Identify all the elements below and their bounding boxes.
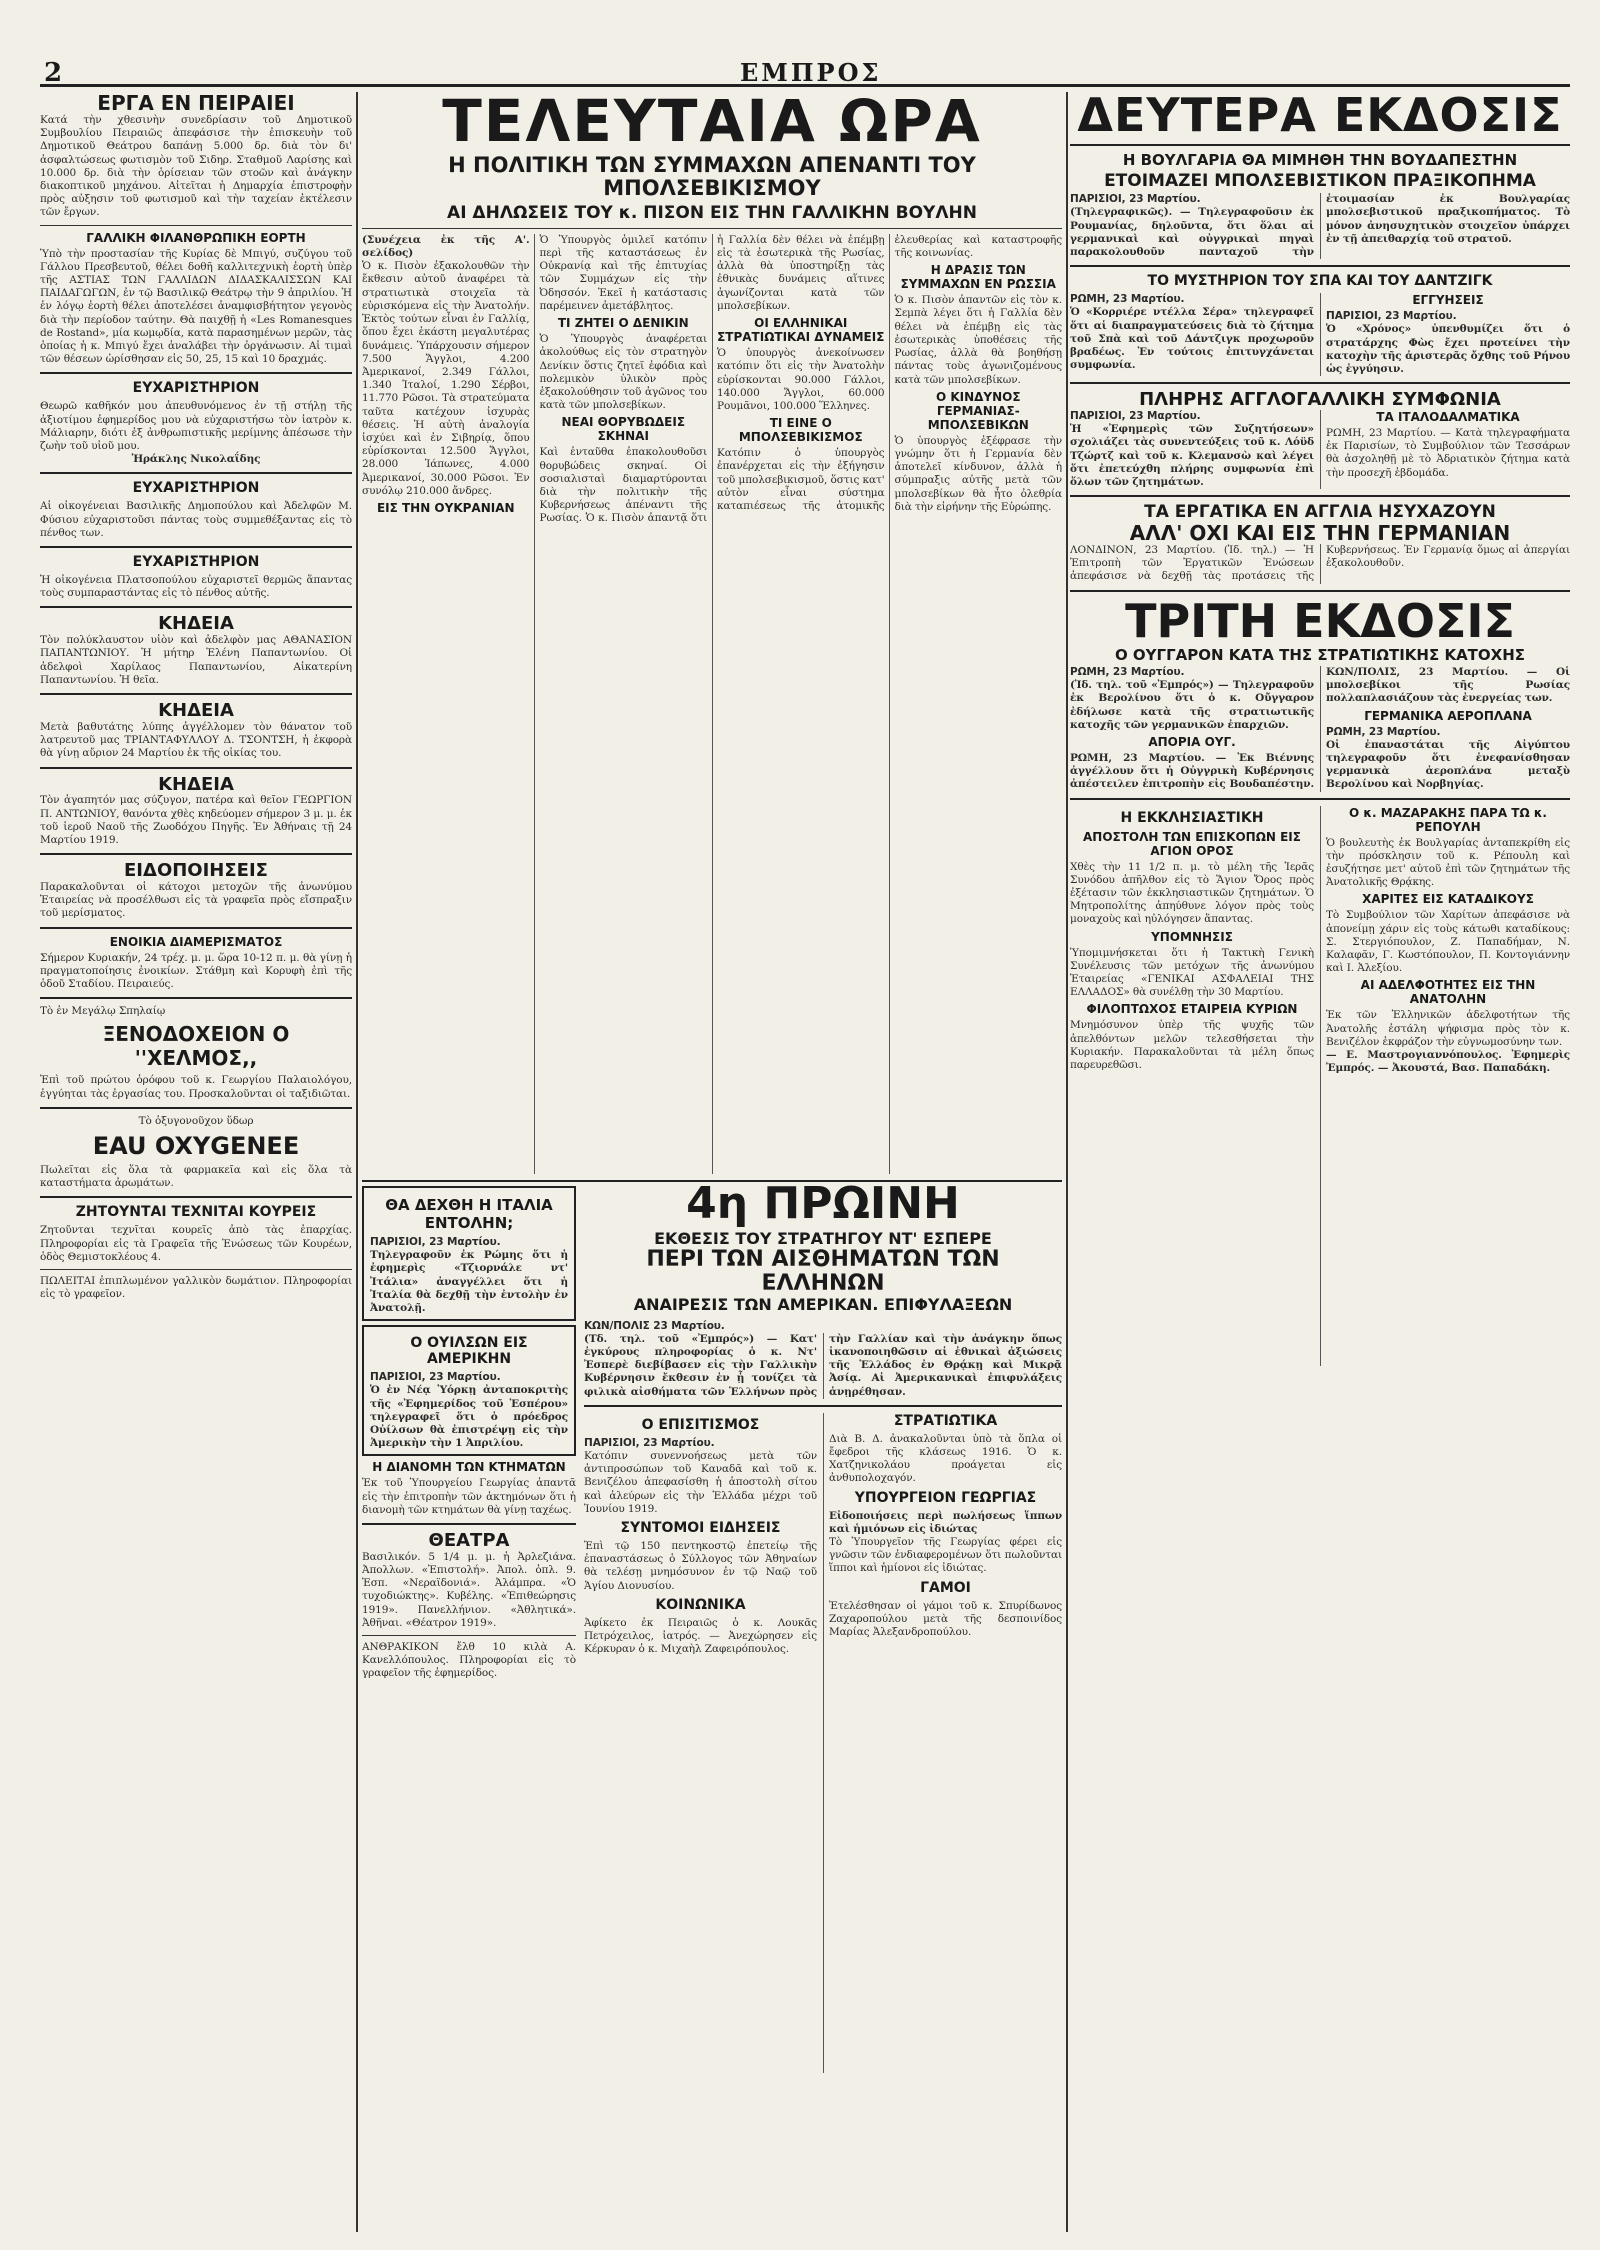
section-heading: Η ΔΙΑΝΟΜΗ ΤΩΝ ΚΤΗΜΑΤΩΝ <box>372 1460 566 1475</box>
section-heading: ΕΙΣ ΤΗΝ ΟΥΚΡΑΝΙΑΝ <box>376 500 515 515</box>
dateline: ΠΑΡΙΣΙΟΙ, 23 Μαρτίου. <box>1070 410 1201 423</box>
ad-heading: ΕΝΟΙΚΙΑ ΔΙΑΜΕΡΙΣΜΑΤΟΣ <box>109 934 283 949</box>
dateline: ΚΩΝ/ΠΟΛΙΣ 23 Μαρτίου. <box>584 1319 725 1332</box>
obituary-heading: ΚΗΔΕΙΑ <box>158 613 234 635</box>
article-text: Ἐκ τῶν Ἑλληνικῶν ἀδελφοτήτων τῆς Ἀνατολῆς ἐστάλη ψήφισμα πρὸς τὸν κ. Βενιζέλον ἐκφράζον τὴν εὐγνωμοσύνην των. <box>1326 1009 1570 1048</box>
left-column <box>40 92 352 2232</box>
article-text: Κατόπιν ὁ ὑπουργὸς ἐπανέρχεται εἰς τὴν ἐξήγησιν τοῦ μπολσεβικισμοῦ, ὅστις κατ' αὐτὸν εἶναι σύστημα καταπιέσεως τῆς ἀτομικῆς ἐλευθερίας καὶ καταστροφῆς τῆς κοινωνίας. <box>717 233 1062 512</box>
edition-title: ΔΕΥΤΕΡΑ ΕΚΔΟΣΙΣ <box>1077 92 1563 142</box>
obituary-text: Τὸν πολύκλαυστον υἱὸν καὶ ἀδελφὸν μας ΑΘΑΝΑΣΙΟΝ ΠΑΠΑΝΤΩΝΙΟΥ. Ἡ μήτηρ Ἑλένη Παπαντωνίου. Οἱ ἀδελφοὶ Χαρίλαος Παπαντωνίου, Αἰκατερίνη Παπαντωνίου. Ἡ θεῖα. <box>40 634 352 686</box>
notice-text: Θεωρῶ καθῆκόν μου ἀπευθυνόμενος ἐν τῇ στήλῃ τῆς ἀξιοτίμου ἐφημερίδος μου νὰ εὐχαριστήσω τὸν ἰατρὸν κ. Μάλιαρην, διότι ἐξ ἀνθρωπιστικῆς μερίμνης ἀπέσωσε τὴν ζωὴν τοῦ υἱοῦ μου. <box>40 400 352 453</box>
top-rule <box>40 84 1570 87</box>
article-text: Ἐτελέσθησαν οἱ γάμοι τοῦ κ. Σπυρίδωνος Ζαχαροπούλου μετὰ τῆς δεσποινίδος Μαρίας Ἀλεξανδροπούλου. <box>829 1599 1062 1639</box>
section-heading: ΝΕΑΙ ΘΟΡΥΒΩΔΕΙΣ ΣΚΗΝΑΙ <box>561 415 686 444</box>
article-text: Κατά τὴν χθεσινὴν συνεδρίασιν τοῦ Δημοτικοῦ Συμβουλίου Πειραιῶς ἀπεφάσισε τὴν ἐπισκευὴν τοῦ Δημοτικοῦ Θεάτρου δαπάνῃ 5.000 δρ. διὰ τὸν δι' ἀσφαλτώσεως φωτισμὸν τοῦ Σιδηρ. Σταθμοῦ Λαρίσης καὶ 10.000 δρ. διὰ τὴν ὁρίσειαν τῶν στοῶν καὶ ἀνάγκην διακοπτικοῦ μηχάνου. Αἰτεῖται ἡ Δημαρχία ἐπιστροφὴν πρὸς αὐξησιν τοῦ φωτισμοῦ καὶ τὴν ταχείαν ἐκτέλεσιν τῶν ἔργων. <box>40 114 352 219</box>
article-text: Διὰ Β. Δ. ἀνακαλοῦνται ὑπὸ τὰ ὅπλα οἱ ἔφεδροι τῆς κλάσεως 1916. Ὁ κ. Χατζηνικολάου προάγεται εἰς ἀνθυπολοχαγόν. <box>829 1432 1062 1485</box>
article-text: Ὁ ἐν Νέᾳ Ὑόρκῃ ἀνταποκριτὴς τῆς «Ἐφημερίδος τοῦ Ἑσπέρου» τηλεγραφεῖ ὅτι ὁ πρόεδρος Οὐίλσων θὰ ἐπιστρέψῃ εἰς τὴν Ἀμερικὴν τὴν 1 Ἀπριλίου. <box>370 1384 568 1450</box>
section-heading: ΕΓΓΥΗΣΕΙΣ <box>1412 293 1484 308</box>
article-text: Ὁ «Κορριέρε ντέλλα Σέρα» τηλεγραφεῖ ὅτι αἱ διαπραγματεύσεις διὰ τὸ ζήτημα τοῦ Σπὰ καὶ τοῦ Δάντζιγκ προχωροῦν βραδέως. Ἐν τούτοις ἐπιτυγχάνεται συμφωνία. <box>1070 306 1314 372</box>
section-heading: Ο κ. ΜΑΖΑΡΑΚΗΣ ΠΑΡΑ ΤΩ κ. ΡΕΠΟΥΛΗ <box>1349 805 1547 834</box>
section-heading: ΟΙ ΕΛΛΗΝΙΚΑΙ ΣΤΡΑΤΙΩΤΙΚΑΙ ΔΥΝΑΜΕΙΣ <box>717 316 885 345</box>
lead-subtitle: ΑΙ ΔΗΛΩΣΕΙΣ ΤΟΥ κ. ΠΙΣΟΝ ΕΙΣ ΤΗΝ ΓΑΛΛΙΚΗΝ ΒΟΥΛΗΝ <box>447 203 977 224</box>
paper-name: ΕΜΠΡΟΣ <box>740 58 882 87</box>
article-text: Ὁ ὑπουργὸς ἐξέφρασε τὴν γνώμην ὅτι ἡ Γερμανία δὲν ἀποτελεῖ κίνδυνον, ἀλλὰ ἡ σύμπραξις αὐτῆς μετὰ τῶν μπολσεβίκων θὰ ἦτο ὀλεθρία διὰ τὴν εἰρήνην τῆς Εὐρώπης. <box>894 434 1062 513</box>
center-column <box>362 92 1062 2232</box>
section-heading: ΤΑ ΕΡΓΑΤΙΚΑ ΕΝ ΑΓΓΛΙΑ ΗΣΥΧΑΖΟΥΝ <box>1144 502 1496 523</box>
dateline: ΡΩΜΗ, 23 Μαρτίου. <box>1070 666 1185 679</box>
article-text: Ἡ «Ἐφημερὶς τῶν Συζητήσεων» σχολιάζει τὰς συνεντεύξεις τοῦ κ. Λόϋδ Τζώρτζ καὶ τοῦ κ. Κλεμανσὼ καὶ λέγει ὅτι ἐπετεύχθη πλήρης συμφωνία ἐπὶ ὅλων τῶν ζητημάτων. <box>1070 423 1314 489</box>
article-subtitle: Εἰδοποιήσεις περὶ πωλήσεως ἵππων καὶ ἡμιόνων εἰς ἰδιώτας <box>829 1509 1062 1535</box>
lower-left-block <box>362 1182 576 2232</box>
section-heading: ΓΕΡΜΑΝΙΚΑ ΑΕΡΟΠΛΑΝΑ <box>1364 708 1532 723</box>
obituary-text: Τὸν ἀγαπητόν μας σύζυγον, πατέρα καὶ θεῖον ΓΕΩΡΓΙΟΝ Π. ΑΝΤΩΝΙΟΥ, θανόντα χθὲς κηδεύομεν σήμερον 3 μ. μ. ἐκ τοῦ ἱεροῦ Ναοῦ τῆς Ζωοδόχου Πηγῆς. Ἐν Ἀθήναις τῇ 24 Μαρτίου 1919. <box>40 794 352 846</box>
article-text: ΑΝΘΡΑΚΙΚΟΝ ἔλθ 10 κιλὰ Α. Κανελλόπουλος. Πληροφορίαι εἰς τὸ γραφεῖον τῆς ἐφημερίδος. <box>362 1641 576 1680</box>
lead-title: ΤΕΛΕΥΤΑΙΑ ΩΡΑ <box>442 92 982 155</box>
dateline: ΠΑΡΙΣΙΟΙ, 23 Μαρτίου. <box>1070 193 1201 206</box>
article-text: Τὸ Συμβούλιον τῶν Χαρίτων ἀπεφάσισε νὰ ἀπονείμῃ χάριν εἰς τοὺς κάτωθι καταδίκους: Σ. Στεργιόπουλον, Ζ. Παπαδήμαν, Ν. Καλαφᾶν, Γ. Κωστόπουλον, Π. Κοντογιάννην καὶ Ι. Ἀλεξίου. <box>1326 909 1570 975</box>
obituary-text: Μετὰ βαθυτάτης λύπης ἀγγέλλομεν τὸν θάνατον τοῦ λατρευτοῦ μας ΤΡΙΑΝΤΑΦΥΛΛΟΥ Δ. ΤΣΟΝΤΣΗ, ἡ ἐκφορὰ θὰ γίνῃ αὔριον 24 Μαρτίου ἐκ τῆς οἰκίας του. <box>40 720 352 760</box>
section-heading: Η ΒΟΥΛΓΑΡΙΑ ΘΑ ΜΙΜΗΘΗ ΤΗΝ ΒΟΥΔΑΠΕΣΤΗΝ <box>1122 151 1518 169</box>
section-title: 4η ΠΡΩΙΝΗ <box>686 1182 960 1229</box>
section-subtitle: ΑΝΑΙΡΕΣΙΣ ΤΩΝ ΑΜΕΡΙΚΑΝ. ΕΠΙΦΥΛΑΞΕΩΝ <box>633 1294 1013 1314</box>
ad-text: Ζητοῦνται τεχνῖται κουρεῖς ἀπὸ τὰς ἐπαρχίας. Πληροφορίαι εἰς τὰ Γραφεῖα τῆς Ἑνώσεως τῶν Κουρέων, ὁδὸς Θεμιστοκλέους 4. <box>40 1224 352 1263</box>
article-text: Ὁ βουλευτὴς ἐκ Βουλγαρίας ἀνταπεκρίθη εἰς τὴν πρόσκλησιν τοῦ κ. Ρέπουλη καὶ ἐσυζήτησε μετ' αὐτοῦ ἐπὶ τῶν ζητημάτων τῆς Ἀνατολικῆς Θρᾴκης. <box>1326 836 1570 889</box>
notice-heading: ΕΥΧΑΡΙΣΤΗΡΙΟΝ <box>132 480 260 497</box>
article-text: Ὁ κ. Πισὸν ἐξακολουθῶν τὴν ἔκθεσιν αὐτοῦ ἀναφέρει τὰ στρατιωτικὰ στοιχεῖα τὰ εὑρισκόμενα εἰς τὴν Ἀνατολήν. Ἐκτὸς τούτων εἶναι ἐν Γαλλίᾳ, ὅπου ἔχει ἑκάστη μεγαλυτέρας δυνάμεις. Ὑπάρχουσιν σήμερον 7.500 Ἄγγλοι, 4.200 Ἀμερικανοί, 2.349 Γάλλοι, 1.340 Ἰταλοί, 1.290 Σέρβοι, 11.770 Ρῶσοι. Τὰ στρατεύματα ταῦτα κατέχουν ἰσχυρὰς θέσεις. Ἡ αὐτὴ ἀναλογία ἰσχύει καὶ ἐν Σιβηρίᾳ, ὅπου εὑρίσκονται 12.500 Ἄγγλοι, 28.000 Ἰάπωνες, 4.000 Ἀμερικανοί, 30.000 Ρῶσοι. Ἐν συνόλῳ 210.000 ἄνδρες. <box>362 260 530 497</box>
lead-subtitle: Η ΠΟΛΙΤΙΚΗ ΤΩΝ ΣΥΜΜΑΧΩΝ ΑΠΕΝΑΝΤΙ ΤΟΥ ΜΠΟΛΣΕΒΙΚΙΣΜΟΥ <box>448 153 976 201</box>
section-heading: ΥΠΟΥΡΓΕΙΟΝ ΓΕΩΡΓΙΑΣ <box>854 1489 1037 1506</box>
ad-text: Σήμερον Κυριακήν, 24 τρέχ. μ. μ. ὥρα 10-12 π. μ. θὰ γίνῃ ἡ πραγματοποίησις ἐνοικίων. Στάθμη καὶ Κορυφὴ ἐπὶ τῆς ὁδοῦ Σταδίου. Πειραιεύς. <box>40 951 352 990</box>
section-heading: ΘΑ ΔΕΧΘΗ Η ΙΤΑΛΙΑ ΕΝΤΟΛΗΝ; <box>385 1196 553 1232</box>
article-text: Οἱ ἐπαναστάται τῆς Αἰγύπτου τηλεγραφοῦν ὅτι ἐνεφανίσθησαν γερμανικὰ ἀεροπλάνα μεταξὺ Βερολίνου καὶ Νορβηγίας. <box>1326 738 1570 791</box>
section-heading: Ο ΕΠΙΣΙΤΙΣΜΟΣ <box>641 1416 760 1433</box>
article-text: Ἐπὶ τῷ 150 πεντηκοστῷ ἐπετείῳ τῆς ἐπαναστάσεως ὁ Σύλλογος τῶν Ἀθηναίων θὰ τελέσῃ μνημόσυνον ἐν τῷ Ναῷ τοῦ Ἁγίου Διονυσίου. <box>584 1540 817 1592</box>
article-text: (Τηλεγραφικῶς). — Τηλεγραφοῦσιν ἐκ Ρουμανίας, δηλοῦντα, ὅτι ὅλαι αἱ γερμανικαὶ καὶ οὐγγρικαὶ πηγαὶ παρακολουθοῦν πανταχοῦ τὴν ἑτοιμασίαν ἐκ Βουλγαρίας μπολσεβιστικοῦ πραξικοπήματος. Τὸ μόνον ἀνησυχητικὸν στοιχεῖον ὑπάρχει ἐν τῇ ἀπειθαρχίᾳ τοῦ στρατοῦ. <box>1070 193 1570 258</box>
ad-text: Πωλεῖται εἰς ὅλα τὰ φαρμακεῖα καὶ εἰς ὅλα τὰ καταστήματα ἀρωμάτων. <box>40 1163 352 1190</box>
article-text: Ὁ Ὑπουργὸς ἀναφέρεται ἀκολούθως εἰς τὸν στρατηγὸν Δενίκιν ὅστις ζητεῖ ἐφόδια καὶ πολεμικὸν ὑλικὸν πρὸς ἐξακολούθησιν τοῦ ἀγῶνος του κατὰ τῶν μπολσεβίκων. <box>539 333 707 412</box>
article-text: Ὁ κ. Πισὸν ἀπαντῶν εἰς τὸν κ. Σεμπὰ λέγει ὅτι ἡ Γαλλία δὲν θέλει νὰ ἐπέμβῃ εἰς τὰς ἐσωτερικὰς ὑποθέσεις τῆς Ρωσίας, ἀλλὰ θὰ βοηθήσῃ πάντας τοὺς ἀγωνιζομένους κατὰ τῶν μπολσεβίκων. <box>894 294 1062 386</box>
article-text: Ὁ «Χρόνος» ὑπενθυμίζει ὅτι ὁ στρατάρχης Φὼς ἔχει προτείνει τὴν κατοχὴν τῆς ἀριστερᾶς ὄχθης τοῦ Ρήνου ὡς ἐγγύησιν. <box>1326 323 1570 376</box>
section-subtitle: ΑΛΛ' ΟΧΙ ΚΑΙ ΕΙΣ ΤΗΝ ΓΕΡΜΑΝΙΑΝ <box>1129 520 1511 545</box>
article-text: Τηλεγραφοῦν ἐκ Ρώμης ὅτι ἡ ἐφημερὶς «Τζιορνάλε ντ' Ἰτάλια» ἀναγγέλλει ὅτι ἡ Ἰταλία θὰ δεχθῇ τὴν ἐντολὴν ἐν Ἀνατολῇ. <box>370 1249 568 1315</box>
article-text: ΡΩΜΗ, 23 Μαρτίου. — Κατὰ τηλεγραφήματα ἐκ Παρισίων, τὸ Συμβούλιον τῶν Τεσσάρων θὰ ἀσχοληθῇ μὲ τὸ Ἀδριατικὸν ζήτημα κατὰ τὴν προσεχῆ ἑβδομάδα. <box>1326 427 1570 479</box>
notice-heading: ΕΙΔΟΠΟΙΗΣΕΙΣ <box>124 860 268 882</box>
article-text: ΡΩΜΗ, 23 Μαρτίου. — Ἐκ Βιέννης ἀγγέλλουν ὅτι ἡ Οὐγγρικὴ Κυβέρνησις ἀπέστειλεν ἐπιτροπὴν εἰς Βουδαπέστην. ΚΩΝ/ΠΟΛΙΣ, 23 Μαρτίου. — Οἱ μπολσεβίκοι τῆς Ρωσίας πολλαπλασιάζουν τὰς ἐνεργείας των. <box>1070 666 1570 791</box>
dateline: ΠΑΡΙΣΙΟΙ, 23 Μαρτίου. <box>370 1236 501 1248</box>
article-text: Τὸ Ὑπουργεῖον τῆς Γεωργίας φέρει εἰς γνῶσιν τῶν ἐνδιαφερομένων ὅτι πωλοῦνται ἵπποι καὶ ἡμίονοι εἰς ἰδιώτας. <box>829 1536 1062 1575</box>
article-text: Χθὲς τὴν 11 1/2 π. μ. τὸ μέλη τῆς Ἱερᾶς Συνόδου ἀπῆλθον εἰς τὸ Ἅγιον Ὄρος πρὸς ἐξέτασιν τῶν ἐκκλησιαστικῶν ζητημάτων. Ὁ Μητροπολίτης ἀπηύθυνε λόγον πρὸς τοὺς μοναχοὺς καὶ ηὐλόγησεν ἅπαντας. <box>1070 860 1314 926</box>
page-number: 2 <box>44 58 63 88</box>
section-heading: ΤΑ ΙΤΑΛΟΔΑΛΜΑΤΙΚΑ <box>1376 410 1520 425</box>
section-heading: Ο ΚΙΝΔΥΝΟΣ ΓΕΡΜΑΝΙΑΣ-ΜΠΟΛΣΕΒΙΚΩΝ <box>927 389 1029 432</box>
obituary-heading: ΚΗΔΕΙΑ <box>158 773 234 795</box>
section-heading: ΤΟ ΜΥΣΤΗΡΙΟΝ ΤΟΥ ΣΠΑ ΚΑΙ ΤΟΥ ΔΑΝΤΖΙΓΚ <box>1147 273 1493 290</box>
edition-title: ΤΡΙΤΗ ΕΚΔΟΣΙΣ <box>1125 593 1515 648</box>
article-text: Βασιλικόν. 5 1/4 μ. μ. ἡ Ἀρλεζιάνα. Ἀπολλων. «Ἐπιστολή». Ἀπολ. ὁπλ. 9. Ἑσπ. «Νεραϊδονιά». Ἀλάμπρα. «Ὁ τυχοδιώκτης». Κυβέλης. «Ἐπιθεώρησις 1919». Πανελλήνιον. «Ἀθλητικά». Ἀθῆναι. «Θέατρον 1919». <box>362 1550 576 1629</box>
article-text: Ὁ ὑπουργὸς ἀνεκοίνωσεν κατόπιν ὅτι εἰς τὴν Ἀνατολὴν εὑρίσκονται 90.000 Γάλλοι, 140.000 Ἄγγλοι, 60.000 Ρουμᾶνοι, 100.000 Ἕλληνες. <box>717 347 885 412</box>
ad-heading: ΖΗΤΟΥΝΤΑΙ ΤΕΧΝΙΤΑΙ ΚΟΥΡΕΙΣ <box>75 1204 317 1221</box>
section-heading: ΣΥΝΤΟΜΟΙ ΕΙΔΗΣΕΙΣ <box>620 1520 781 1536</box>
section-heading: ΚΟΙΝΩΝΙΚΑ <box>655 1596 746 1613</box>
notice-text: Παρακαλοῦνται οἱ κάτοχοι μετοχῶν τῆς ἀνωνύμου Ἑταιρείας νὰ προσέλθωσι εἰς τὰ γραφεῖα πρὸς εἴσπραξιν τοῦ μερίσματος. <box>40 880 352 920</box>
lead-article <box>362 234 1062 1174</box>
article-note: (Συνέχεια ἐκ τῆς Α'. σελίδος) <box>362 233 530 260</box>
dateline: ΠΑΡΙΣΙΟΙ, 23 Μαρτίου. <box>584 1436 715 1449</box>
obituary-heading: ΚΗΔΕΙΑ <box>158 700 234 722</box>
notice-heading: ΕΥΧΑΡΙΣΤΗΡΙΟΝ <box>132 380 260 397</box>
column-divider <box>356 92 358 2232</box>
ad-heading: EAU OXYGENEE <box>92 1131 300 1160</box>
dateline: ΠΑΡΙΣΙΟΙ, 23 Μαρτίου. <box>1326 310 1457 323</box>
dateline: ΡΩΜΗ, 23 Μαρτίου. <box>1070 293 1185 306</box>
section-heading: ΓΑΛΛΙΚΗ ΦΙΛΑΝΘΡΩΠΙΚΗ ΕΟΡΤΗ <box>86 230 306 245</box>
notice-signature: Ἠράκλης Νικολαΐδης <box>131 453 261 466</box>
section-heading: ΦΙΛΟΠΤΩΧΟΣ ΕΤΑΙΡΕΙΑ ΚΥΡΙΩΝ <box>1086 1002 1298 1017</box>
article-text: Μνημόσυνον ὑπὲρ τῆς ψυχῆς τῶν ἀπελθόντων μελῶν τελεσθήσεται τὴν Κυριακήν. Παρακαλοῦνται τὰ μέλη ὅπως παρευρεθῶσι. <box>1070 1019 1314 1072</box>
section-heading: ΑΠΟΡΙΑ ΟΥΓ. <box>1148 735 1236 750</box>
section-subtitle: ΕΚΘΕΣΙΣ ΤΟΥ ΣΤΡΑΤΗΓΟΥ ΝΤ' ΕΣΠΕΡΕ <box>654 1229 992 1248</box>
section-heading: Η ΕΚΚΛΗΣΙΑΣΤΙΚΗ <box>1120 809 1264 826</box>
section-heading: ΤΙ ΖΗΤΕΙ Ο ΔΕΝΙΚΙΝ <box>557 316 689 331</box>
column-divider <box>1066 92 1068 2232</box>
article-text: Ὑπομιμνήσκεται ὅτι ἡ Τακτικὴ Γενικὴ Συνέλευσις τῶν μετόχων τῆς ἀνωνύμου Ἑταιρείας «ΓΕΝΙΚΑΙ ΑΣΦΑΛΕΙΑΙ ΤΗΣ ΕΛΛΑΔΟΣ» θὰ συνέλθῃ τὴν 30 Μαρτίου. <box>1070 946 1314 999</box>
article-text: (Ἰδ. τηλ. τοῦ «Ἐμπρός») — Τηλεγραφοῦν ἐκ Βερολίνου ὅτι ὁ κ. Οὔγγαρον ἐδήλωσε κατὰ τῆς στρατιωτικῆς κατοχῆς τῶν γερμανικῶν ἐπαρχιῶν. <box>1070 679 1314 731</box>
section-heading: ΤΙ ΕΙΝΕ Ο ΜΠΟΛΣΕΒΙΚΙΣΜΟΣ <box>738 416 863 445</box>
ad-intro: Τὸ ἐν Μεγάλῳ Σπηλαίῳ <box>40 1005 166 1018</box>
right-column <box>1070 92 1570 2232</box>
notice-text: Αἱ οἰκογένειαι Βασιλικῆς Δημοπούλου καὶ Ἀδελφῶν Μ. Φύσιου εὐχαριστοῦσι πάντας τοὺς συμμεθέξαντας εἰς τὸ πένθος των. <box>40 500 352 539</box>
dateline: ΠΑΡΙΣΙΟΙ, 23 Μαρτίου. <box>370 1371 501 1384</box>
article-text: Κατόπιν συνεννοήσεως μετὰ τῶν ἀντιπροσώπων τοῦ Καναδᾶ καὶ τοῦ κ. Βενιζέλου ἀπεφασίσθη ἡ ἀποστολὴ σίτου καὶ ἀλεύρων εἰς τὴν Ἑλλάδα μέχρι τοῦ Ἰουνίου 1919. <box>584 1449 817 1515</box>
lower-right-block <box>584 1182 1062 2232</box>
section-heading: ΠΛΗΡΗΣ ΑΓΓΛΟΓΑΛΛΙΚΗ ΣΥΜΦΩΝΙΑ <box>1139 389 1501 411</box>
section-heading: Η ΔΡΑΣΙΣ ΤΩΝ ΣΥΜΜΑΧΩΝ ΕΝ ΡΩΣΣΙΑ <box>900 263 1056 292</box>
section-subtitle: ΠΕΡΙ ΤΩΝ ΑΙΣΘΗΜΑΤΩΝ ΤΩΝ ΕΛΛΗΝΩΝ <box>646 1246 1000 1296</box>
section-heading: ΣΤΡΑΤΙΩΤΙΚΑ <box>893 1412 998 1429</box>
section-heading: ΘΕΑΤΡΑ <box>428 1530 510 1552</box>
section-subtitle: ΑΠΟΣΤΟΛΗ ΤΩΝ ΕΠΙΣΚΟΠΩΝ ΕΙΣ ΑΓΙΟΝ ΟΡΟΣ <box>1083 829 1301 858</box>
section-heading: ΑΙ ΑΔΕΛΦΟΤΗΤΕΣ ΕΙΣ ΤΗΝ ΑΝΑΤΟΛΗΝ <box>1360 978 1536 1007</box>
article-text: Ἀφίκετο ἐκ Πειραιῶς ὁ κ. Λουκᾶς Πετρόχειλος, ἰατρός. — Ἀνεχώρησεν εἰς Κέρκυραν ὁ κ. Μιχαὴλ Ζαφειρόπουλος. <box>584 1616 817 1656</box>
ad-text: ΠΩΛΕΙΤΑΙ ἐπιπλωμένον γαλλικὸν δωμάτιον. Πληροφορίαι εἰς τὸ γραφεῖον. <box>40 1274 352 1301</box>
article-text: Ἐκ τοῦ Ὑπουργείου Γεωργίας ἀπαντᾶ εἰς τὴν ἐπιτροπὴν τῶν ἀκτημόνων ὅτι ἡ διανομὴ τῶν κτημάτων θὰ γίνῃ ταχέως. <box>362 1477 576 1516</box>
notice-text: Ἡ οἰκογένεια Πλατσοπούλου εὐχαριστεῖ θερμῶς ἅπαντας τοὺς συμπαραστάντας εἰς τὸ πένθος αὐτῆς. <box>40 574 352 600</box>
article-text: Καὶ ἐνταῦθα ἐπακολουθοῦσι θορυβώδεις σκηναί. Οἱ σοσιαλισταὶ διαμαρτύρονται διὰ τὴν πολιτικὴν τῆς Κυβερνήσεως ἀπέναντι τῆς Ρωσίας. Ὁ κ. Πισὸν ἀπαντᾷ ὅτι ἡ Γαλλία δὲν θέλει νὰ ἐπέμβῃ εἰς τὰ ἐσωτερικὰ τῆς Ρωσίας, ἀλλὰ θὰ ὑποστηρίξῃ τὰς ἐθνικὰς δυνάμεις αἵτινες ἀγωνίζονται κατὰ τῶν μπολσεβίκων. <box>539 233 885 525</box>
article-text: (Τδ. τηλ. τοῦ «Ἐμπρός») — Κατ' ἐγκύρους πληροφορίας ὁ κ. Ντ' Ἐσπερὲ διεβίβασεν εἰς τὴν Γαλλικὴν Κυβέρνησιν ἔκθεσιν ἐν ᾗ τονίζει τὰ φιλικὰ αἰσθήματα τῶν Ἑλλήνων πρὸς τὴν Γαλλίαν καὶ τὴν ἀνάγκην ὅπως ἱκανοποιηθῶσιν αἱ ἐθνικαὶ ἀξιώσεις τῆς Ἑλλάδος ἐν Θρᾴκῃ καὶ Μικρᾷ Ἀσίᾳ. Αἱ Ἀμερικανικαὶ ἐπιφυλάξεις ἀνῃρέθησαν. <box>584 1332 1062 1398</box>
dateline: ΡΩΜΗ, 23 Μαρτίου. <box>1326 725 1441 738</box>
section-subtitle: Ο ΟΥΓΓΑΡΟΝ ΚΑΤΑ ΤΗΣ ΣΤΡΑΤΙΩΤΙΚΗΣ ΚΑΤΟΧΗΣ <box>1114 645 1526 664</box>
ad-intro: Τὸ ὀξυγονοῦχον ὕδωρ <box>138 1114 254 1127</box>
notice-heading: ΕΥΧΑΡΙΣΤΗΡΙΟΝ <box>132 554 260 571</box>
ad-text: Ἐπὶ τοῦ πρώτου ὀρόφου τοῦ κ. Γεωργίου Παλαιολόγου, ἐγγύηται τὰς ἐργασίας του. Προσκαλοῦνται οἱ ταξιδιῶται. <box>40 1074 352 1100</box>
section-heading: ΕΡΓΑ ΕΝ ΠΕΙΡΑΙΕΙ <box>97 92 295 115</box>
article-text: Ὑπὸ τὴν προστασίαν τῆς Κυρίας δὲ Μπιγύ, συζύγου τοῦ Γάλλου Πρεσβευτοῦ, θέλει δοθῆ καλλιτεχνικὴ ἑορτὴ ὑπὲρ τῆς ΑΣΤΙΑΣ ΤΩΝ ΓΑΛΛΙΔΩΝ ΔΙΔΑΣΚΑΛΙΣΣΩΝ ΚΑΙ ΠΑΙΔΑΓΩΓΩΝ, ἐν τῷ Βασιλικῷ Θεάτρῳ τὴν 9 ἀπριλίου. Ἡ ἐν λόγῳ ἑορτὴ θέλει ἀποτελέσει ἀναμφισβήτητον γεγονὸς διὰ τὴν περίοδον ταύτην. Θὰ παιχθῇ ἡ «Les Romanesques de Rostand», μία κωμῳδία, κατὰ παρασημένων μερῶν, τὰς ὁποίας ἡ κ. Μπιγύ ἔχει ἀναλάβει τὴν ὀργάνωσιν. Αἱ τιμαὶ τῶν θέσεων ὡρίσθησαν εἰς 50, 25, 15 καὶ 10 δραχμάς. <box>40 247 352 366</box>
section-subtitle: ΕΤΟΙΜΑΖΕΙ ΜΠΟΛΣΕΒΙΣΤΙΚΟΝ ΠΡΑΞΙΚΟΠΗΜΑ <box>1104 170 1536 191</box>
article-text: — Ε. Μαστρογιαννόπουλος. Ἐφημερὶς Ἐμπρός. — Ἀκουστά, Βασ. Παπαδάκη. <box>1326 1049 1570 1075</box>
article-text: ΛΟΝΔΙΝΟΝ, 23 Μαρτίου. (Ἰδ. τηλ.) — Ἡ Ἐπιτροπὴ τῶν Ἐργατικῶν Ἑνώσεων ἀπεφάσισε νὰ δεχθῇ τὰς προτάσεις τῆς Κυβερνήσεως. Ἐν Γερμανίᾳ ὅμως αἱ ἀπεργίαι ἐξακολουθοῦν. <box>1070 543 1570 583</box>
ad-heading: ΞΕΝΟΔΟΧΕΙΟΝ Ο ''ΧΕΛΜΟΣ,, <box>102 1022 290 1071</box>
section-heading: ΧΑΡΙΤΕΣ ΕΙΣ ΚΑΤΑΔΙΚΟΥΣ <box>1362 892 1534 907</box>
article-text: Ὁ Ὑπουργὸς ὁμιλεῖ κατόπιν περὶ τῆς καταστάσεως ἐν Οὐκρανίᾳ καὶ τῆς ἐπιτυχίας τῶν Συμμάχων εἰς τὴν Ὀδησσόν. Ἐκεῖ ἡ κατάστασις παρέμεινεν ἀμετάβλητος. <box>539 233 707 312</box>
section-heading: Ο ΟΥΙΛΣΩΝ ΕΙΣ ΑΜΕΡΙΚΗΝ <box>410 1335 528 1368</box>
section-heading: ΓΑΜΟΙ <box>920 1579 971 1596</box>
section-heading: ΥΠΟΜΝΗΣΙΣ <box>1151 929 1233 944</box>
